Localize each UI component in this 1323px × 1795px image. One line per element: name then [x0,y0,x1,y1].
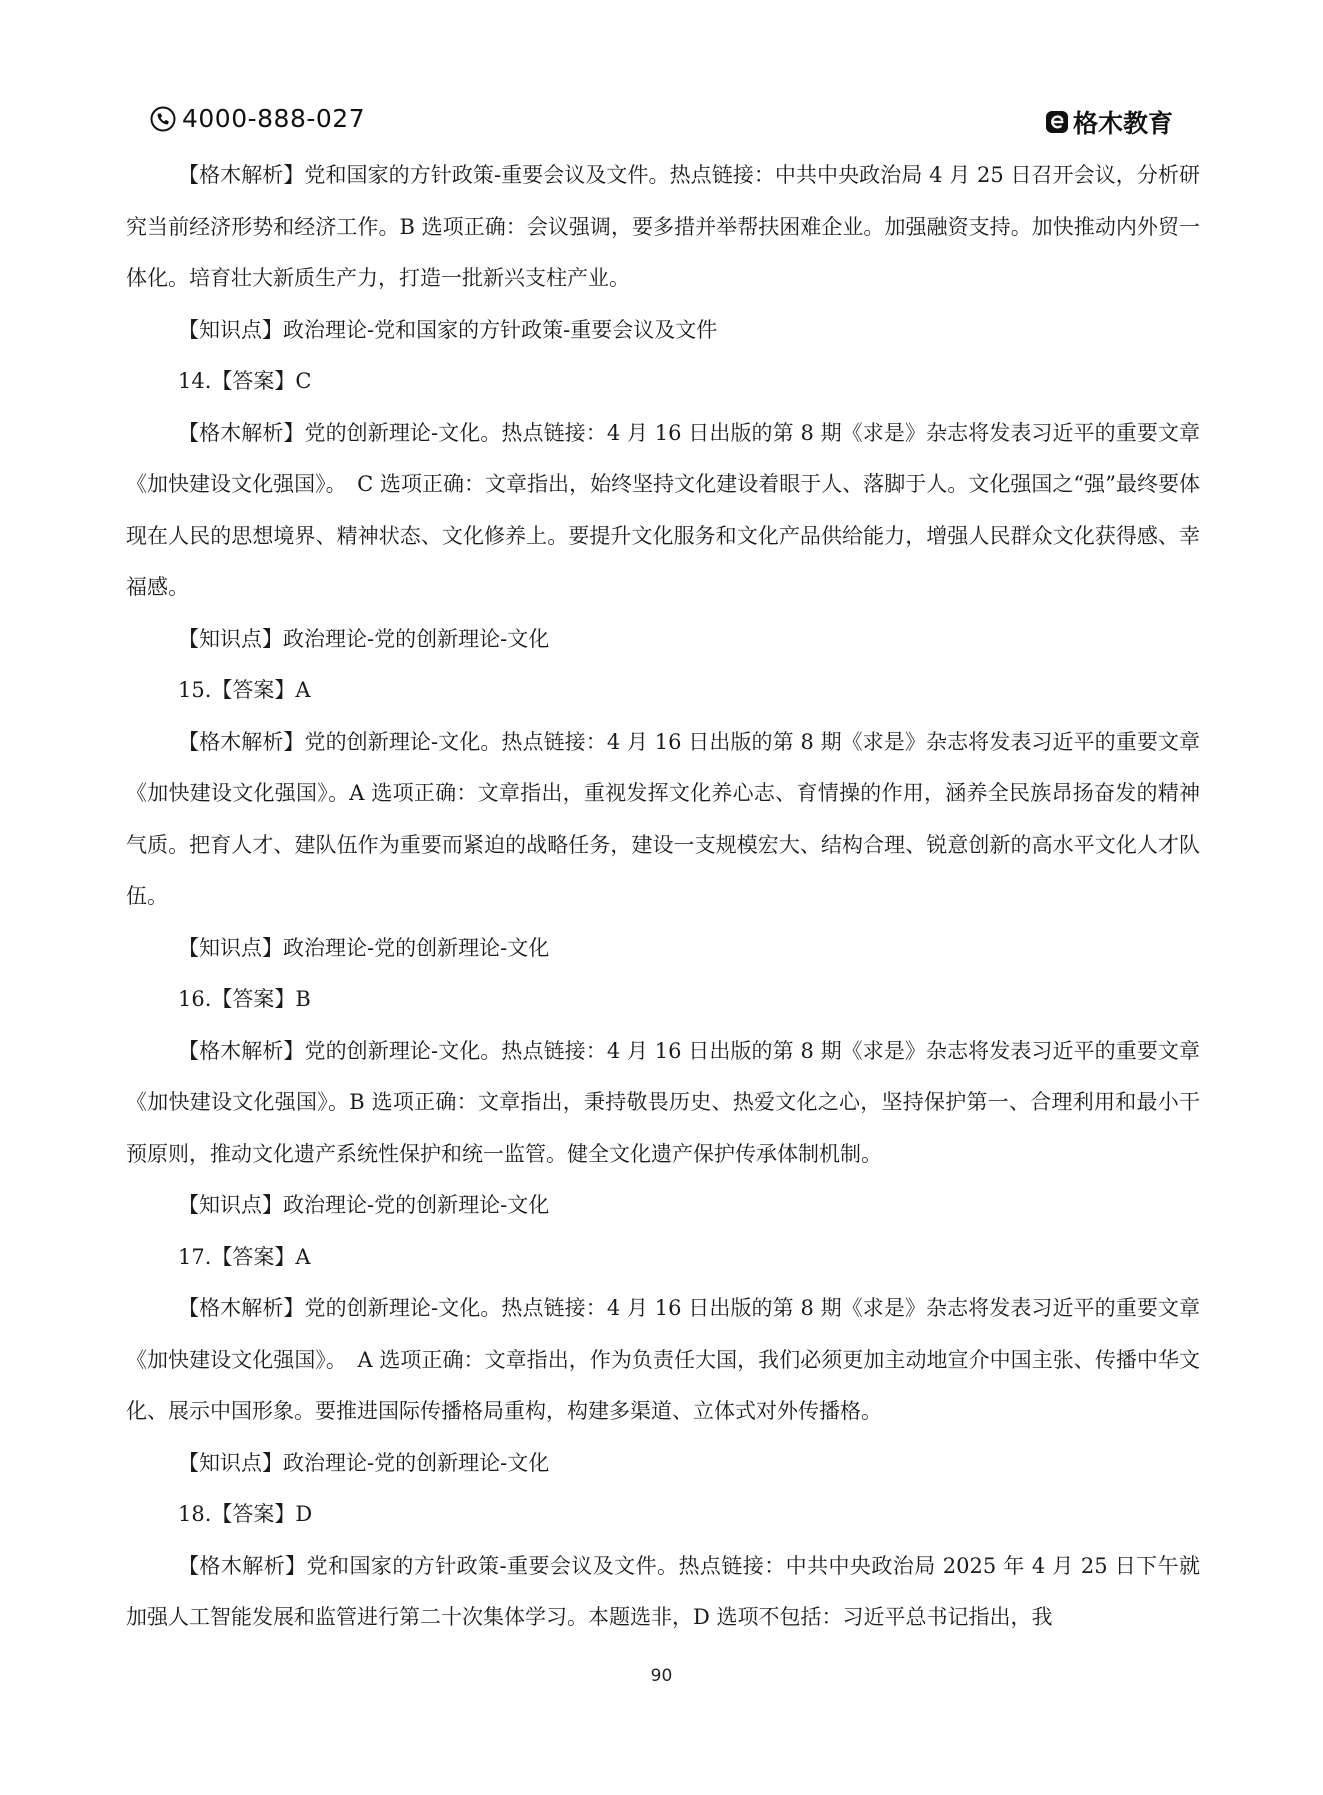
brand-logo-icon [1045,110,1069,134]
paragraph: 18.【答案】D [178,1502,313,1526]
paragraph: 14.【答案】C [178,369,312,393]
document-body [126,150,1200,1644]
paragraph: 【知识点】政治理论-党的创新理论-文化 [178,1193,550,1217]
hotline [150,104,365,133]
paragraph: 【格木解析】党和国家的方针政策-重要会议及文件。热点链接：中共中央政治局 2025 年 4 月 25 日下午就加强人工智能发展和监管进行第二十次集体学习。本题选非，D 选项不包括：习近平总书记指出，我 [126,1553,1200,1629]
page-header [150,104,1173,140]
brand-name: 格木教育 [1072,109,1173,138]
paragraph: 【知识点】政治理论-党的创新理论-文化 [178,626,550,651]
paragraph: 【知识点】政治理论-党和国家的方针政策-重要会议及文件 [178,317,718,342]
paragraph: 17.【答案】A [178,1244,311,1269]
brand [1045,104,1173,140]
paragraph: 15.【答案】A [178,678,311,702]
paragraph: 【格木解析】党的创新理论-文化。热点链接：4 月 16 日出版的第 8 期《求是》杂志将发表习近平的重要文章《加快建设文化强国》。B 选项正确：文章指出，秉持敬畏历史、热爱文化之心，坚持保护第一、合理利用和最小干预原则，推动文化遗产系统性保护和统一监管。健全文化遗产保护传承体制机制。 [126,1038,1200,1166]
paragraph: 【格木解析】党的创新理论-文化。热点链接：4 月 16 日出版的第 8 期《求是》杂志将发表习近平的重要文章《加快建设文化强国》。A 选项正确：文章指出，重视发挥文化养心志、育情操的作用，涵养全民族昂扬奋发的精神气质。把育人才、建队伍作为重要而紧迫的战略任务，建设一支规模宏大、结构合理、锐意创新的高水平文化人才队伍。 [126,729,1200,908]
paragraph: 【知识点】政治理论-党的创新理论-文化 [178,1450,550,1475]
page-number: 90 [650,1666,673,1686]
paragraph: 16.【答案】B [178,987,311,1011]
phone-icon [150,106,176,132]
paragraph: 【格木解析】党的创新理论-文化。热点链接：4 月 16 日出版的第 8 期《求是》杂志将发表习近平的重要文章《加快建设文化强国》。 C 选项正确：文章指出，始终坚持文化建设着眼于人、落脚于人。文化强国之“强”最终要体现在人民的思想境界、精神状态、文化修养上。要提升文化服务和文化产品供给能力，增强人民群众文化获得感、幸福感。 [126,420,1200,599]
paragraph: 【格木解析】党和国家的方针政策-重要会议及文件。热点链接：中共中央政治局 4 月 25 日召开会议，分析研究当前经济形势和经济工作。B 选项正确：会议强调，要多措并举帮扶困难企业。加强融资支持。加快推动内外贸一体化。培育壮大新质生产力，打造一批新兴支柱产业。 [126,163,1200,290]
paragraph: 【知识点】政治理论-党的创新理论-文化 [178,935,550,960]
paragraph: 【格木解析】党的创新理论-文化。热点链接：4 月 16 日出版的第 8 期《求是》杂志将发表习近平的重要文章《加快建设文化强国》。 A 选项正确：文章指出，作为负责任大国，我们必须更加主动地宣介中国主张、传播中华文化、展示中国形象。要推进国际传播格局重构，构建多渠道、立体式对外传播格。 [126,1296,1200,1423]
phone-number: 4000-888-027 [182,104,366,133]
